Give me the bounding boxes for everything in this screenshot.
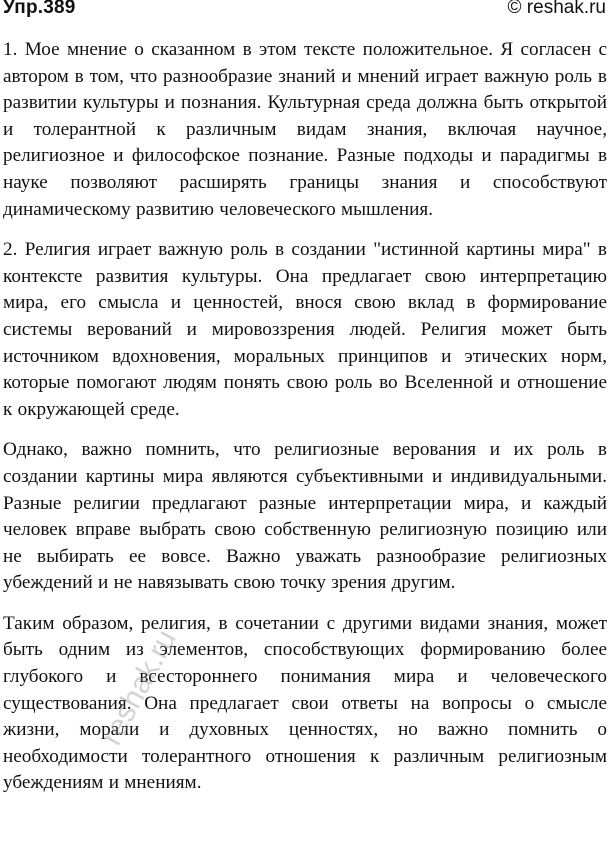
paragraph-4: Таким образом, религия, в сочетании с другими видами знания, может быть одним из элементов, способствующих формированию более глубокого и всестороннего понимания мира и человеческого существования. Она предлагает свои ответы на вопросы о смысле жизни, морали и духовных ценностях, но важно помнить о необходимости толерантного отношения к различным религиозным убеждениям и мнениям. [3, 612, 607, 794]
watermark: reshak.ru [95, 624, 183, 751]
page-header [0, 0, 610, 28]
copyright-notice: © reshak.ru [507, 0, 606, 18]
paragraph-2: 2. Религия играет важную роль в создании "истинной картины мира" в контексте развития культуры. Она предлагает свою интерпретацию мира, его смысла и ценностей, внося свою вклад в формирование системы верований и мировоззрения людей. Религия может быть источником вдохновения, моральных принципов и этических норм, которые помогают людям понять свою роль во Вселенной и отношение к окружающей среде. [3, 239, 607, 420]
paragraph-1: 1. Мое мнение о сказанном в этом тексте положительное. Я согласен с автором в том, что разнообразие знаний и мнений играет важную роль в развитии культуры и познания. Культурная среда должна быть открытой и толерантной к различным видам знания, включая научное, религиозное и философское познание. Разные подходы и парадигмы в науке позволяют расширять границы знания и способствуют динамическому развитию человеческого мышления. [3, 39, 607, 220]
paragraph-3: Однако, важно помнить, что религиозные верования и их роль в создании картины мира являются субъективными и индивидуальными. Разные религии предлагают разные интерпретации мира, и каждый человек вправе выбрать свою собственную религиозную позицию или не выбирать ее вовсе. Важно уважать разнообразие религиозных убеждений и не навязывать свою точку зрения другим. [3, 439, 607, 594]
exercise-title: Упр.389 [3, 0, 76, 18]
answer-text [3, 37, 607, 811]
